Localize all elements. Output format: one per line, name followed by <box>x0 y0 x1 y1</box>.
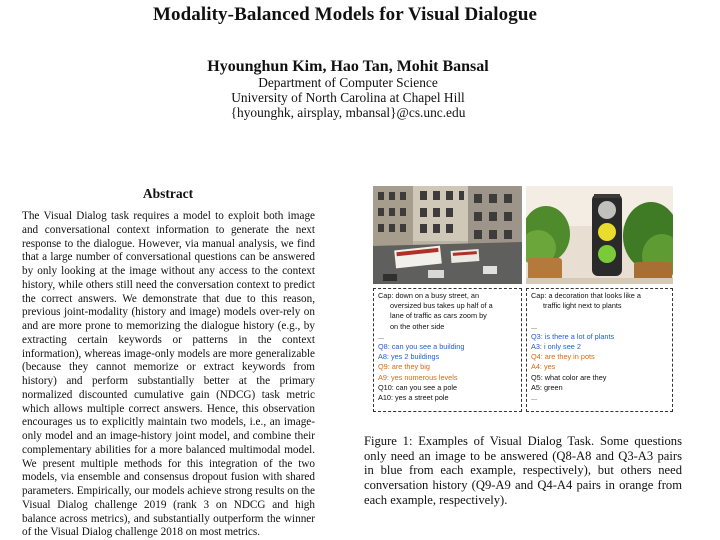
caption-line: traffic light next to plants <box>543 301 622 311</box>
ellipsis: ... <box>531 321 538 331</box>
caption-line: on the other side <box>390 321 445 331</box>
qa-line: A5: green <box>531 382 563 392</box>
qa-line: Q3: is there a lot of plants <box>531 331 615 341</box>
traffic-light-photo <box>526 186 673 284</box>
qa-line: A3: i only see 2 <box>531 342 581 351</box>
street-photo <box>373 186 522 284</box>
caption-line: lane of traffic as cars zoom by <box>390 311 487 321</box>
abstract-heading: Abstract <box>142 186 194 201</box>
affiliation-department: Department of Computer Science <box>258 75 438 90</box>
spacer <box>531 311 668 321</box>
affiliation-university: University of North Carolina at Chapel Hill <box>231 90 465 105</box>
dialog-box-left <box>373 288 522 412</box>
qa-line: Q9: are they big <box>378 362 430 372</box>
paper-title: Modality-Balanced Models for Visual Dialogue <box>152 4 538 25</box>
abstract-text: The Visual Dialog task requires a model to exploit both image and conversational context information to generate the next response to the dialogue. However, via manual analysis, we find that a large number of conversational questions can be answered by only looking at the image without any access to the context history, while others still need the conversation context to predict the correct answers. We demonstrate that due to this reason, previous joint-modality (history and image) models over-rely on and are more prone to memorizing the dialogue history (e.g., by extracting certain keywords or patterns in the context information), whereas image-only models are more generalizable (because they cannot memorize or extract keywords from history) and perform substantially better at the primary normalized discounted cumulative gain (NDCG) task metric which allows multiple correct answers. Hence, this observation encourages us to explicitly maintain two models, i.e., an image-only model and an image-history joint model, and combine their complementary abilities for a more balanced multimodal model. We present multiple methods for this integration of the two models, via ensemble and consensus dropout fusion with shared parameters. Empirically, our models achieve strong results on the Visual Dialog challenge 2019 (rank 3 on NDCG and high balance across metrics), and substantially outperform the winner of the Visual Dialog challenge 2018 on most metrics. <box>22 210 315 539</box>
qa-line: Q5: what color are they <box>531 372 607 382</box>
caption-line: oversized bus takes up half of a <box>390 301 493 311</box>
qa-line: A10: yes a street pole <box>378 393 449 403</box>
ellipsis: ... <box>531 393 538 403</box>
qa-line: A4: yes <box>531 362 556 372</box>
ellipsis: ... <box>378 331 385 341</box>
qa-line: Q8: can you see a building <box>378 342 465 352</box>
caption-line: Cap: a decoration that looks like a <box>531 291 641 300</box>
paper-authors: Hyounghun Kim, Hao Tan, Mohit Bansal <box>207 58 489 75</box>
qa-line: A9: yes numerous levels <box>378 372 458 382</box>
figure-caption: Figure 1: Examples of Visual Dialog Task. Some questions only need an image to be answered (Q8-A8 and Q3-A3 pairs in blue from each example, respectively), but others need conversation history (Q9-A9 and Q4-A4 pairs in orange from each example, respectively). <box>364 434 682 507</box>
qa-line: Q10: can you see a pole <box>378 382 458 392</box>
qa-line: A8: yes 2 buildings <box>378 352 440 362</box>
affiliation-emails: {hyounghk, airsplay, mbansal}@cs.unc.edu <box>230 105 466 120</box>
qa-line: Q4: are they in pots <box>531 352 595 362</box>
dialog-box-right <box>526 288 673 412</box>
caption-line: Cap: down on a busy street, an <box>378 291 480 300</box>
